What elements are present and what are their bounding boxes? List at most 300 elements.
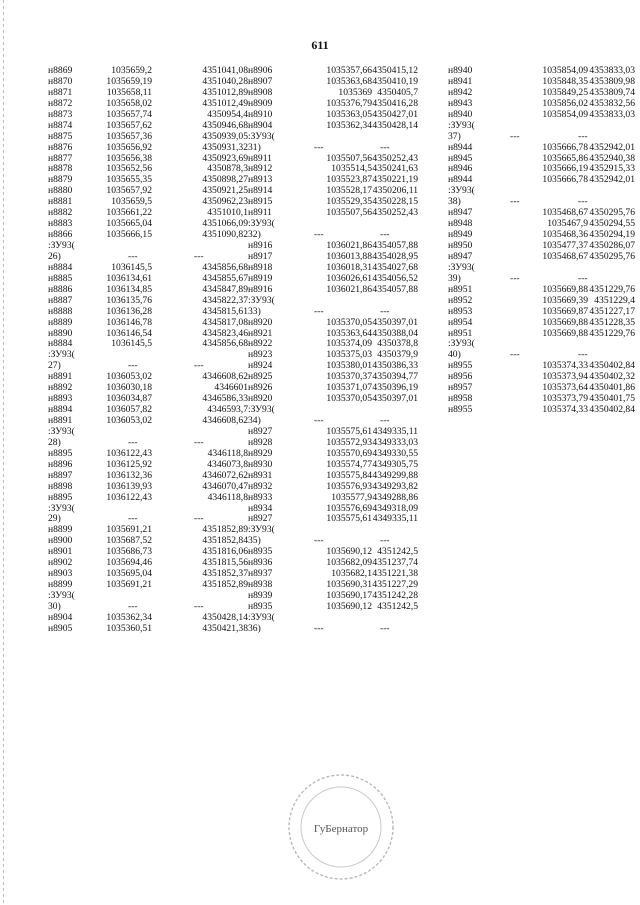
point-id: 40): [448, 349, 461, 361]
y-coordinate: 4350295,76: [589, 250, 635, 262]
point-id: н8898: [48, 480, 73, 492]
x-coordinate: 1036125,92: [106, 458, 152, 470]
point-id: н8906: [248, 65, 273, 76]
empty-y-dash: ---: [578, 196, 588, 208]
y-coordinate: 4345847,89: [202, 283, 248, 295]
x-coordinate: 1036136,28: [106, 305, 152, 317]
point-id: н8884: [48, 338, 73, 350]
x-coordinate: 1035659,2: [111, 65, 152, 76]
x-coordinate: 1035477,37: [542, 240, 588, 251]
point-id: н8948: [448, 218, 473, 230]
x-coordinate: 1035572,93: [326, 436, 372, 448]
point-id: н8876: [48, 141, 73, 153]
x-coordinate: 1035666,78: [542, 174, 588, 186]
y-coordinate: 4350402,32: [589, 371, 635, 383]
y-coordinate: 4350410,19: [372, 75, 418, 87]
y-coordinate: 4350286,07: [589, 240, 635, 251]
point-id: н8955: [448, 404, 473, 416]
y-coordinate: 4350241,63: [372, 163, 418, 175]
point-id: н8884: [48, 261, 73, 273]
point-id: н8947: [448, 207, 473, 219]
y-coordinate: 4349330,55: [372, 447, 418, 459]
point-id: н8945: [448, 152, 473, 164]
point-id: н8958: [448, 393, 473, 405]
point-id: н8919: [248, 272, 273, 284]
point-id: :ЗУ93(: [248, 524, 275, 536]
point-id: 34): [248, 415, 261, 426]
x-coordinate: 1035669,87: [542, 305, 588, 317]
point-id: н8917: [248, 250, 273, 262]
y-coordinate: 4350946,68: [202, 119, 248, 131]
x-coordinate: 1035690,12: [326, 546, 372, 558]
y-coordinate: 4351040,28: [202, 75, 248, 87]
point-id: н8946: [448, 163, 473, 175]
table-row: [48, 504, 248, 515]
empty-y-dash: ---: [194, 250, 204, 262]
x-coordinate: 1035370,05: [326, 316, 372, 328]
y-coordinate: 4350898,27: [202, 174, 248, 186]
table-row: [448, 307, 638, 318]
x-coordinate: 1035363,05: [326, 108, 372, 120]
empty-x-dash: ---: [314, 229, 324, 241]
table-row: [248, 525, 448, 536]
y-coordinate: 4351010,1: [207, 207, 248, 219]
point-id: н8955: [448, 360, 473, 372]
point-id: н8915: [248, 196, 273, 208]
y-coordinate: 4350427,01: [372, 108, 418, 120]
point-id: :ЗУ93(: [448, 119, 475, 131]
y-coordinate: 4345822,37: [202, 294, 248, 306]
point-id: н8938: [248, 579, 273, 591]
y-coordinate: 4350931,32: [202, 141, 248, 153]
point-id: н8928: [248, 436, 273, 448]
x-coordinate: 1035360,51: [106, 622, 152, 634]
point-id: н8951: [448, 283, 473, 295]
y-coordinate: 4350294,55: [589, 218, 635, 230]
x-coordinate: 1035380,01: [326, 360, 372, 372]
x-coordinate: 1035376,79: [326, 97, 372, 109]
y-coordinate: 4345856,68: [202, 261, 248, 273]
y-coordinate: 4353832,56: [589, 97, 635, 109]
x-coordinate: 1036146,78: [106, 316, 152, 328]
y-coordinate: 4351852,89: [202, 579, 248, 591]
table-row: [248, 285, 448, 296]
x-coordinate: 1035695,04: [106, 568, 152, 580]
x-coordinate: 1035854,09: [542, 65, 588, 76]
empty-y-dash: ---: [578, 349, 588, 361]
x-coordinate: 1035575,61: [326, 513, 372, 525]
empty-x-dash: ---: [128, 513, 138, 525]
point-id: н8870: [48, 75, 73, 87]
point-id: н8954: [448, 316, 473, 328]
table-row: [48, 307, 248, 318]
point-id: н8886: [48, 283, 73, 295]
y-coordinate: 4349305,75: [372, 458, 418, 470]
point-id: н8879: [48, 174, 73, 186]
point-id: н8887: [48, 294, 73, 306]
x-coordinate: 1035362,34: [106, 611, 152, 623]
point-id: н8885: [48, 272, 73, 284]
x-coordinate: 1035656,38: [106, 152, 152, 164]
y-coordinate: 4352940,38: [589, 152, 635, 164]
point-id: 35): [248, 535, 261, 547]
x-coordinate: 1035577,9: [331, 491, 372, 503]
x-coordinate: 1035856,02: [542, 97, 588, 109]
empty-x-dash: ---: [128, 360, 138, 372]
y-coordinate: 4352942,01: [589, 174, 635, 186]
table-row: [48, 493, 248, 504]
x-coordinate: 1035694,46: [106, 557, 152, 569]
x-coordinate: 1035657,36: [106, 130, 152, 142]
coordinates-column-1: [48, 66, 248, 635]
y-coordinate: 4349335,11: [372, 425, 418, 437]
point-id: 31): [248, 141, 261, 153]
point-id: н8916: [248, 283, 273, 295]
table-row: [48, 624, 248, 635]
y-coordinate: 4351229,4: [594, 294, 635, 306]
point-id: н8911: [248, 152, 272, 164]
x-coordinate: 1035665,86: [542, 152, 588, 164]
y-coordinate: 4350221,19: [372, 174, 418, 186]
table-row: [248, 405, 448, 416]
y-coordinate: 4350428,14: [202, 611, 248, 623]
table-row: [448, 296, 638, 307]
y-coordinate: 4351012,89: [202, 86, 248, 98]
point-id: н8950: [448, 240, 473, 251]
x-coordinate: 1035467,9: [547, 218, 588, 230]
point-id: н8957: [448, 382, 473, 394]
x-coordinate: 1036030,18: [106, 382, 152, 394]
point-id: н8927: [248, 513, 273, 525]
empty-y-dash: ---: [578, 130, 588, 142]
y-coordinate: 4345817,08: [202, 316, 248, 328]
table-row: [248, 624, 448, 635]
point-id: н8894: [48, 404, 73, 416]
table-row: [248, 602, 448, 613]
point-id: н8937: [248, 568, 273, 580]
table-row: [448, 110, 638, 121]
point-id: н8923: [248, 349, 273, 361]
x-coordinate: 1036021,86: [326, 240, 372, 251]
x-coordinate: 1035373,94: [542, 371, 588, 383]
y-coordinate: 4350388,04: [372, 327, 418, 339]
table-row: [48, 427, 248, 438]
empty-y-dash: ---: [380, 305, 390, 317]
y-coordinate: 4350416,28: [372, 97, 418, 109]
x-coordinate: 1035669,88: [542, 316, 588, 328]
point-id: 37): [448, 130, 461, 142]
point-id: н8922: [248, 338, 273, 350]
point-id: н8927: [248, 425, 273, 437]
point-id: н8918: [248, 261, 273, 273]
point-id: н8904: [248, 119, 273, 131]
table-row: [248, 219, 448, 230]
point-id: н8882: [48, 207, 73, 219]
table-row: [448, 329, 638, 340]
table-row: [48, 339, 248, 350]
y-coordinate: 4350415,12: [372, 65, 418, 76]
point-id: н8935: [248, 546, 273, 558]
x-coordinate: 1035468,67: [542, 207, 588, 219]
x-coordinate: 1035666,19: [542, 163, 588, 175]
empty-y-dash: ---: [194, 513, 204, 525]
x-coordinate: 1035687,52: [106, 535, 152, 547]
x-coordinate: 1035691,21: [106, 524, 152, 536]
table-row: [48, 416, 248, 427]
point-id: н8912: [248, 163, 273, 175]
point-id: н8904: [48, 611, 73, 623]
point-id: :ЗУ93(: [48, 502, 75, 514]
y-coordinate: 4349318,09: [372, 502, 418, 514]
y-coordinate: 4350962,23: [202, 196, 248, 208]
y-coordinate: 4350421,38: [202, 622, 248, 634]
empty-x-dash: ---: [314, 305, 324, 317]
empty-x-dash: ---: [510, 349, 520, 361]
table-row: [48, 121, 248, 132]
y-coordinate: 4351012,49: [202, 97, 248, 109]
table-row: [48, 350, 248, 361]
x-coordinate: 1035357,66: [326, 65, 372, 76]
coordinates-column-2: [248, 66, 448, 635]
x-coordinate: 1036053,02: [106, 415, 152, 426]
point-id: н8951: [448, 327, 473, 339]
point-id: :ЗУ93(: [48, 349, 75, 361]
point-id: н8944: [448, 141, 473, 153]
y-coordinate: 4346070,47: [202, 480, 248, 492]
y-coordinate: 4346608,62: [202, 371, 248, 383]
y-coordinate: 4349288,86: [372, 491, 418, 503]
empty-x-dash: ---: [510, 196, 520, 208]
y-coordinate: 4351066,09: [202, 218, 248, 230]
x-coordinate: 1036146,54: [106, 327, 152, 339]
y-coordinate: 4353809,98: [589, 75, 635, 87]
point-id: н8900: [48, 535, 73, 547]
table-row: [48, 296, 248, 307]
point-id: н8910: [248, 108, 273, 120]
y-coordinate: 4354027,68: [372, 261, 418, 273]
point-id: н8872: [48, 97, 73, 109]
point-id: н8881: [48, 196, 73, 208]
y-coordinate: 4350923,69: [202, 152, 248, 164]
point-id: :ЗУ93(: [448, 338, 475, 350]
y-coordinate: 4351852,89: [202, 524, 248, 536]
point-id: 38): [448, 196, 461, 208]
empty-x-dash: ---: [510, 272, 520, 284]
y-coordinate: 4351242,5: [377, 546, 418, 558]
empty-y-dash: ---: [194, 360, 204, 372]
point-id: н8908: [248, 86, 273, 98]
point-id: 28): [48, 436, 61, 448]
table-row: [248, 132, 448, 143]
point-id: :ЗУ93(: [48, 240, 75, 251]
point-id: 36): [248, 622, 261, 634]
point-id: н8895: [48, 491, 73, 503]
table-row: [248, 514, 448, 525]
empty-y-dash: ---: [380, 229, 390, 241]
y-coordinate: 4346586,33: [202, 393, 248, 405]
y-coordinate: 4354057,88: [372, 283, 418, 295]
point-id: н8905: [48, 622, 73, 634]
point-id: н8925: [248, 371, 273, 383]
table-row: [248, 394, 448, 405]
x-coordinate: 1035574,77: [326, 458, 372, 470]
point-id: н8944: [448, 174, 473, 186]
point-id: н8891: [48, 415, 73, 426]
y-coordinate: 4350954,4: [207, 108, 248, 120]
point-id: н8933: [248, 491, 273, 503]
x-coordinate: 1035848,35: [542, 75, 588, 87]
table-row: [248, 318, 448, 329]
point-id: н8930: [248, 458, 273, 470]
x-coordinate: 1035374,33: [542, 404, 588, 416]
table-row: [48, 230, 248, 241]
x-coordinate: 1035655,35: [106, 174, 152, 186]
point-id: н8874: [48, 119, 73, 131]
table-row: [48, 471, 248, 482]
x-coordinate: 1035690,12: [326, 600, 372, 612]
point-id: н8911: [248, 207, 272, 219]
x-coordinate: 1035363,68: [326, 75, 372, 87]
y-coordinate: 4350252,43: [372, 152, 418, 164]
x-coordinate: 1035374,33: [542, 360, 588, 372]
point-id: н8952: [448, 294, 473, 306]
x-coordinate: 1035375,03: [326, 349, 372, 361]
point-id: н8902: [48, 557, 73, 569]
x-coordinate: 1035369: [338, 86, 372, 98]
point-id: н8932: [248, 480, 273, 492]
x-coordinate: 1035370,05: [326, 393, 372, 405]
table-row: [248, 208, 448, 219]
x-coordinate: 1036135,76: [106, 294, 152, 306]
x-coordinate: 1036122,43: [106, 447, 152, 459]
point-id: н8953: [448, 305, 473, 317]
x-coordinate: 1035658,02: [106, 97, 152, 109]
point-id: 29): [48, 513, 61, 525]
x-coordinate: 1036026,61: [326, 272, 372, 284]
y-coordinate: 4351237,74: [372, 557, 418, 569]
x-coordinate: 1035669,88: [542, 327, 588, 339]
x-coordinate: 1035373,79: [542, 393, 588, 405]
y-coordinate: 4350379,9: [377, 349, 418, 361]
table-row: [448, 132, 638, 143]
point-id: н8890: [48, 327, 73, 339]
y-coordinate: 4350939,05: [202, 130, 248, 142]
point-id: :ЗУ93(: [48, 425, 75, 437]
y-coordinate: 4351227,17: [589, 305, 635, 317]
x-coordinate: 1035570,69: [326, 447, 372, 459]
y-coordinate: 4350206,11: [372, 185, 418, 197]
x-coordinate: 1035686,73: [106, 546, 152, 558]
table-row: [48, 241, 248, 252]
x-coordinate: 1035669,88: [542, 283, 588, 295]
table-row: [448, 186, 638, 197]
point-id: н8913: [248, 174, 273, 186]
y-coordinate: 4351816,06: [202, 546, 248, 558]
empty-x-dash: ---: [128, 600, 138, 612]
empty-x-dash: ---: [510, 130, 520, 142]
point-id: 27): [48, 360, 61, 372]
y-coordinate: 4350228,15: [372, 196, 418, 208]
y-coordinate: 4349333,03: [372, 436, 418, 448]
point-id: :ЗУ93(: [248, 130, 275, 142]
y-coordinate: 4345815,61: [202, 305, 248, 317]
x-coordinate: 1035658,11: [106, 86, 152, 98]
point-id: :ЗУ93(: [248, 404, 275, 416]
x-coordinate: 1035370,37: [326, 371, 372, 383]
table-row: [248, 307, 448, 318]
point-id: н8935: [248, 600, 273, 612]
x-coordinate: 1035514,5: [331, 163, 372, 175]
point-id: н8926: [248, 382, 273, 394]
x-coordinate: 1036145,5: [111, 338, 152, 350]
y-coordinate: 4345823,46: [202, 327, 248, 339]
empty-y-dash: ---: [380, 141, 390, 153]
point-id: :ЗУ93(: [248, 611, 275, 623]
x-coordinate: 1035682,1: [331, 568, 372, 580]
point-id: н8940: [448, 108, 473, 120]
point-id: н8873: [48, 108, 73, 120]
x-coordinate: 1035691,21: [106, 579, 152, 591]
x-coordinate: 1035507,56: [326, 207, 372, 219]
point-id: н8943: [448, 97, 473, 109]
point-id: н8896: [48, 458, 73, 470]
table-row: [48, 318, 248, 329]
y-coordinate: 4350921,25: [202, 185, 248, 197]
point-id: н8934: [248, 502, 273, 514]
point-id: 30): [48, 600, 61, 612]
y-coordinate: 4351852,37: [202, 568, 248, 580]
y-coordinate: 4350396,19: [372, 382, 418, 394]
y-coordinate: 4346118,8: [207, 491, 248, 503]
y-coordinate: 4349299,88: [372, 469, 418, 481]
table-row: [248, 296, 448, 307]
empty-x-dash: ---: [314, 141, 324, 153]
x-coordinate: 1035576,93: [326, 480, 372, 492]
y-coordinate: 4345855,67: [202, 272, 248, 284]
point-id: н8936: [248, 557, 273, 569]
point-id: н8909: [248, 97, 273, 109]
y-coordinate: 4350397,01: [372, 393, 418, 405]
y-coordinate: 4351229,76: [589, 283, 635, 295]
page-number: 611: [311, 38, 329, 52]
point-id: 26): [48, 250, 61, 262]
point-id: н8880: [48, 185, 73, 197]
point-id: н8883: [48, 218, 73, 230]
y-coordinate: 4351041,08: [202, 65, 248, 76]
point-id: н8921: [248, 327, 273, 339]
point-id: :ЗУ93(: [48, 590, 75, 601]
stamp-label: ГуБернатор: [313, 823, 369, 835]
empty-x-dash: ---: [314, 535, 324, 547]
y-coordinate: 4351242,5: [377, 600, 418, 612]
table-row: [448, 405, 638, 416]
point-id: н8941: [448, 75, 473, 87]
point-id: н8949: [448, 229, 473, 241]
x-coordinate: 1035575,84: [326, 469, 372, 481]
point-id: 32): [248, 229, 261, 241]
x-coordinate: 1035373,64: [542, 382, 588, 394]
point-id: н8897: [48, 469, 73, 481]
point-id: :ЗУ93(: [448, 261, 475, 273]
y-coordinate: 4346593,7: [207, 404, 248, 416]
point-id: н8899: [48, 579, 73, 591]
x-coordinate: 1036018,31: [326, 261, 372, 273]
table-row: [248, 482, 448, 493]
y-coordinate: 4350397,01: [372, 316, 418, 328]
x-coordinate: 1035468,36: [542, 229, 588, 241]
empty-y-dash: ---: [578, 272, 588, 284]
x-coordinate: 1035362,34: [326, 119, 372, 131]
